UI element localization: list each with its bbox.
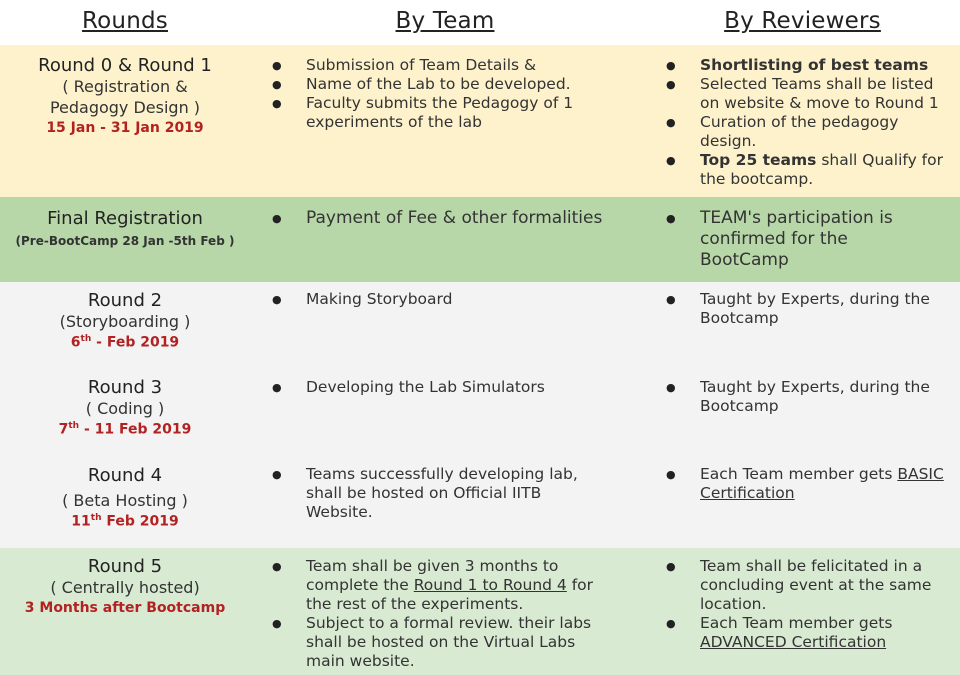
- team-list: [272, 465, 612, 522]
- round-subtitle: ( Beta Hosting ): [62, 491, 188, 510]
- round-title: Final Registration: [47, 208, 203, 229]
- reviewers-list: [666, 465, 956, 503]
- round-cell: [5, 556, 245, 616]
- round-cell: [5, 377, 245, 438]
- list-item: ● Submission of Team Details &: [272, 56, 612, 75]
- list-item: ● Each Team member gets ADVANCED Certification: [666, 614, 956, 652]
- round-cell: [5, 290, 245, 351]
- round-cell: [5, 55, 245, 136]
- round-subtitle: (Storyboarding ): [59, 312, 191, 331]
- header-by-reviewers: By Reviewers: [724, 8, 881, 34]
- list-item: ● Each Team member gets BASIC Certification: [666, 465, 956, 503]
- round-cell: [0, 208, 250, 252]
- reviewers-list: [666, 290, 956, 328]
- team-list: [272, 557, 612, 671]
- list-item: ● Making Storyboard: [272, 290, 612, 309]
- list-item: ● Developing the Lab Simulators: [272, 378, 612, 397]
- list-item: ● Teams successfully developing lab, shall be hosted on Official IITB Website.: [272, 465, 612, 522]
- table-header: [0, 0, 960, 45]
- list-item: ● Subject to a formal review. their labs shall be hosted on the Virtual Labs main website.: [272, 614, 612, 671]
- list-item: ● Shortlisting of best teams: [666, 56, 956, 75]
- list-item: ● Team shall be given 3 months to complete the Round 1 to Round 4 for the rest of the experiments.: [272, 557, 612, 614]
- header-rounds: Rounds: [82, 8, 168, 34]
- list-item: ● Team shall be felicitated in a concluding event at the same location.: [666, 557, 956, 614]
- round-date: 3 Months after Bootcamp: [24, 600, 226, 616]
- round-subtitle: ( Centrally hosted): [50, 578, 200, 597]
- round-subtitle: ( Coding ): [85, 399, 165, 418]
- reviewers-list: [666, 56, 956, 189]
- rows-round-2-4: [0, 282, 960, 548]
- list-item: ● Faculty submits the Pedagogy of 1 experiments of the lab: [272, 94, 612, 132]
- round-title: Round 3: [87, 377, 163, 398]
- list-item: ● Payment of Fee & other formalities: [272, 208, 622, 229]
- list-item: ● Curation of the pedagogy design.: [666, 113, 956, 151]
- team-list: [272, 290, 612, 309]
- round-date: 11th Feb 2019: [71, 513, 179, 530]
- round-title: Round 2: [87, 290, 163, 311]
- round-date: 15 Jan - 31 Jan 2019: [46, 120, 204, 136]
- reviewers-list: [666, 208, 916, 271]
- advanced-certification-link[interactable]: ADVANCED: [700, 633, 787, 651]
- round-cell: [5, 465, 245, 530]
- list-item: ● TEAM's participation is confirmed for the BootCamp: [666, 208, 916, 271]
- row-round-5: [0, 548, 960, 675]
- round-title: Round 4: [87, 465, 163, 486]
- team-list: [272, 56, 612, 132]
- row-final-registration: [0, 197, 960, 282]
- list-item: ● Name of the Lab to be developed.: [272, 75, 612, 94]
- list-item: ● Taught by Experts, during the Bootcamp: [666, 290, 956, 328]
- reviewers-list: [666, 378, 956, 416]
- round-date: 6th - Feb 2019: [70, 334, 180, 351]
- round-subtitle: ( Registration & Pedagogy Design ): [49, 77, 201, 117]
- round-title: Round 0 & Round 1: [38, 55, 212, 76]
- round-title: Round 5: [87, 556, 163, 577]
- team-list: [272, 378, 612, 397]
- list-item: ● Selected Teams shall be listed on website & move to Round 1: [666, 75, 956, 113]
- reviewers-list: [666, 557, 956, 652]
- round-date: 7th - 11 Feb 2019: [58, 421, 192, 438]
- basic-certification-link[interactable]: BASIC: [897, 465, 944, 483]
- list-item: ● Taught by Experts, during the Bootcamp: [666, 378, 956, 416]
- row-round-0-1: [0, 45, 960, 197]
- round-1-to-round-4-link[interactable]: Round 1 to Round 4: [413, 576, 567, 594]
- round-subtitle: (Pre-BootCamp 28 Jan -5th Feb ): [15, 234, 235, 248]
- header-by-team: By Team: [395, 8, 495, 34]
- team-list: [272, 208, 622, 229]
- list-item: ● Top 25 teams shall Qualify for the bootcamp.: [666, 151, 956, 189]
